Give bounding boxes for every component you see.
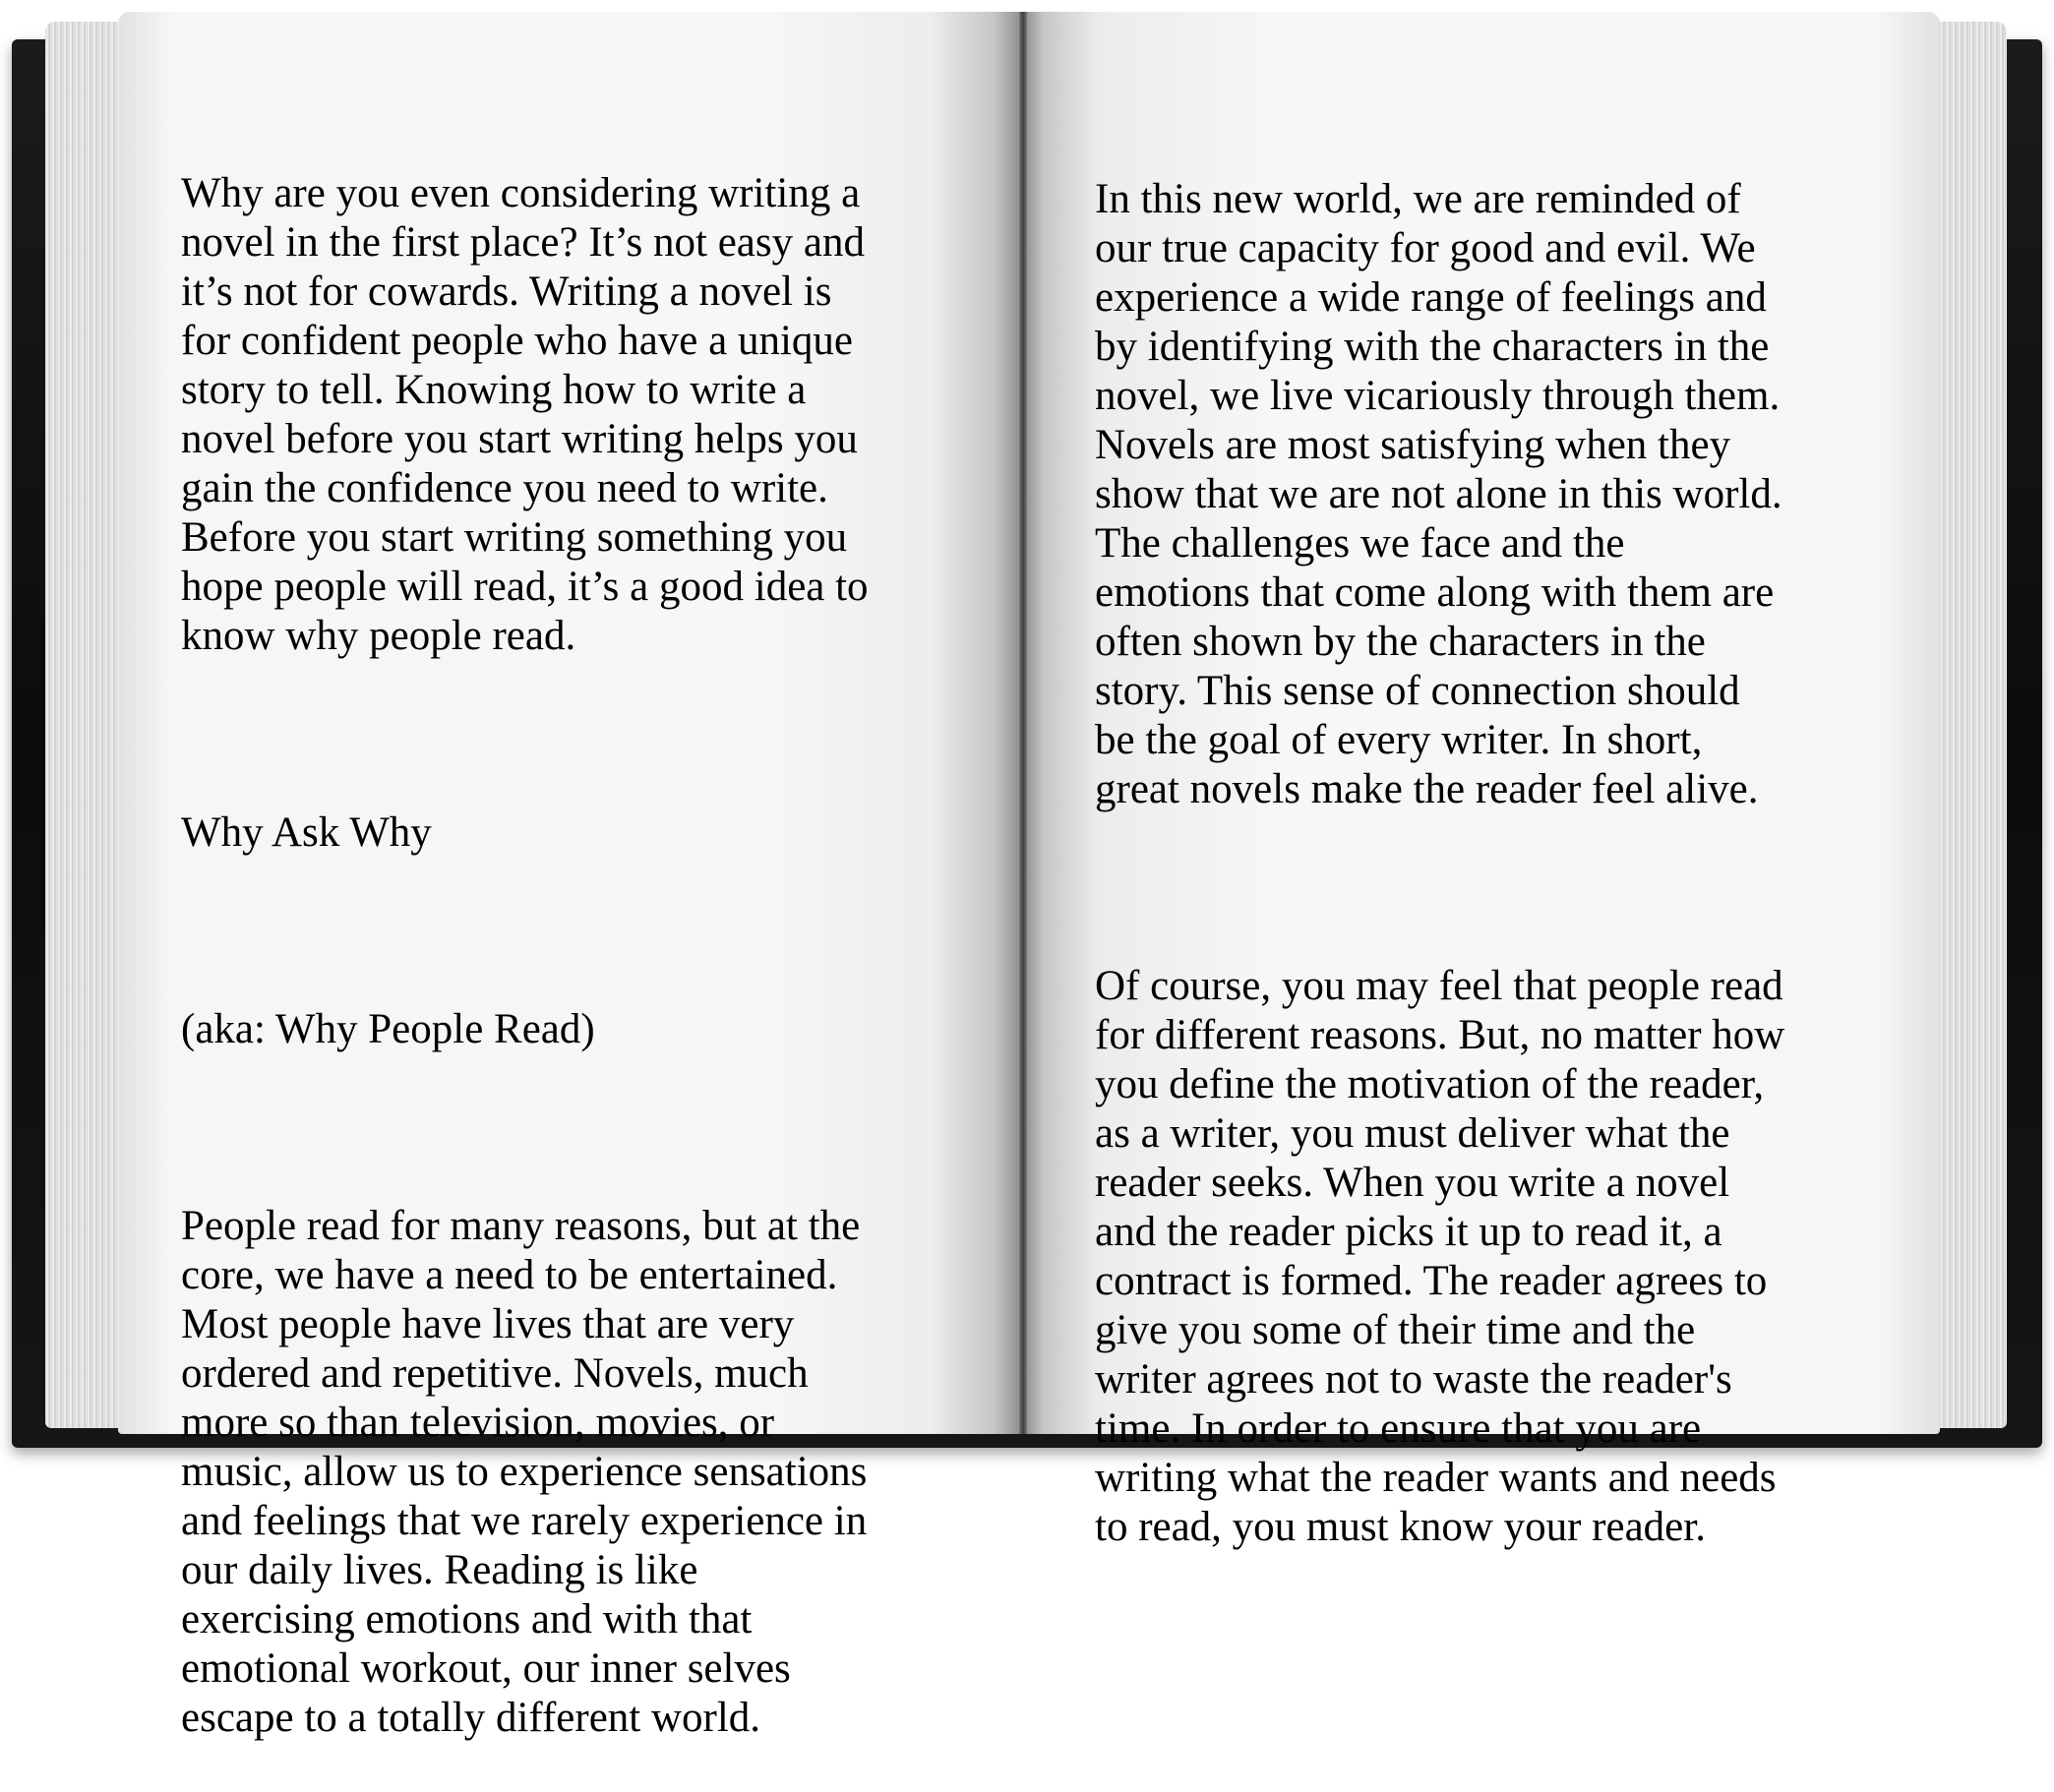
section-heading: Why Ask Why xyxy=(181,809,432,856)
right-page-text xyxy=(1095,77,1911,1601)
right-paragraph-contract: Of course, you may feel that people read for different reasons. But, no matter how you define the motivation of the reader, as a writer, you must deliver what the reader seeks. When you write a novel and the reader picks it up to read it, a contract is formed. The reader agrees to give you some of their time and the writer agrees not to waste the reader's time. In order to ensure that you are writing what the reader wants and needs to read, you must know your reader. xyxy=(1095,963,1785,1550)
section-subheading: (aka: Why People Read) xyxy=(181,1006,595,1052)
left-paragraph-reasons: People read for many reasons, but at the core, we have a need to be entertained. Most people have lives that are very ordered and repetitive. Novels, much more so than television, movies, or music, allow us to experience sensations and feelings that we rarely experience in our daily lives. Reading is like exercising emotions and with that emotional workout, our inner selves escape to a totally different world. xyxy=(181,1203,868,1741)
left-paragraph-intro: Why are you even considering writing a novel in the first place? It’s not easy and it’s not for cowards. Writing a novel is for confident people who have a unique story to tell. Knowing how to write a novel before you start writing helps you gain the confidence you need to write. Before you start writing something you hope people will read, it’s a good idea to know why people read. xyxy=(181,170,869,659)
left-page-text xyxy=(181,71,997,1792)
right-paragraph-new-world: In this new world, we are reminded of our true capacity for good and evil. We experience a wide range of feelings and by identifying with the characters in the novel, we live vicariously through them. Novels are most satisfying when they show that we are not alone in this world. The challenges we face and the emotions that come along with them are often shown by the characters in the story. This sense of connection should be the goal of every writer. In short, great novels make the reader feel alive. xyxy=(1095,176,1782,812)
book-spine-gutter xyxy=(1019,12,1027,1434)
